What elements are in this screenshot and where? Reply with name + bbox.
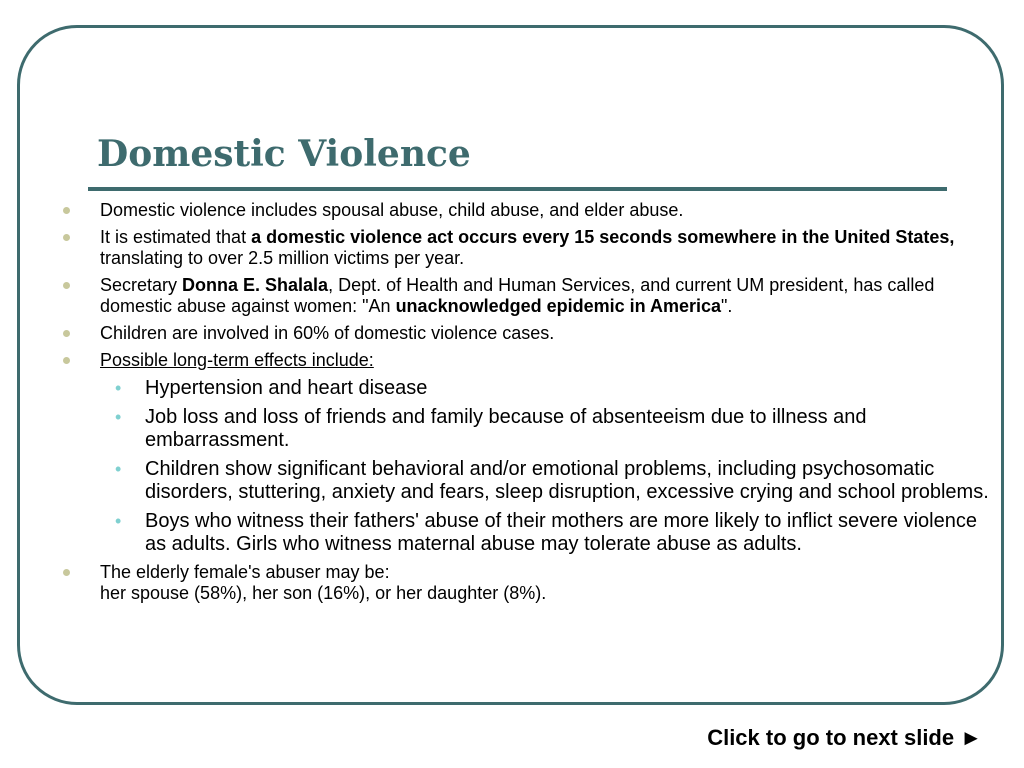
sub-bullet-dot-icon: •: [115, 407, 122, 427]
sub-bullet-text: Job loss and loss of friends and family because of absenteeism due to illness and embarrassment.: [145, 406, 867, 451]
bullet-text-part: translating to over 2.5 million victims per year.: [100, 248, 465, 268]
sub-bullet-dot-icon: •: [115, 459, 122, 479]
bullet-text-bold: a domestic violence act occurs every 15 seconds somewhere in the United States,: [251, 227, 955, 247]
bullet-item: [60, 562, 990, 604]
bullet-item: [60, 323, 990, 344]
bullet-item: [60, 350, 990, 371]
bullet-text: Domestic violence includes spousal abuse, child abuse, and elder abuse.: [100, 200, 684, 220]
slide-title: Domestic Violence: [97, 133, 471, 175]
bullet-text-part: It is estimated that: [100, 227, 252, 247]
bullet-text-part: Secretary: [100, 275, 183, 295]
bullet-text-line: her spouse (58%), her son (16%), or her daughter (8%).: [100, 583, 547, 603]
bullet-text-part: , Dept. of Health and Human Services, and current UM president, has called domestic abuse against women: "An: [100, 275, 935, 316]
next-slide-link[interactable]: Click to go to next slide ►: [707, 725, 982, 750]
bullet-text: Children are involved in 60% of domestic violence cases.: [100, 323, 555, 343]
sub-bullet-text: Boys who witness their fathers' abuse of their mothers are more likely to inflict severe violence as adults. Girls who witness maternal abuse may tolerate abuse as adults.: [145, 510, 977, 555]
bullet-text-bold: unacknowledged epidemic in America: [395, 296, 721, 316]
sub-bullet-item: [60, 377, 990, 400]
bullet-dot-icon: [63, 330, 70, 337]
bullet-text: [100, 227, 990, 269]
bullet-item: [60, 227, 990, 269]
bullet-dot-icon: [63, 282, 70, 289]
bullet-text: Possible long-term effects include:: [100, 350, 374, 370]
sub-bullet-item: [60, 510, 990, 556]
title-divider: [88, 187, 947, 191]
bullet-text: [100, 562, 990, 604]
sub-bullet-dot-icon: •: [115, 511, 122, 531]
bullet-item: [60, 200, 990, 221]
sub-bullet-dot-icon: •: [115, 378, 122, 398]
bullet-dot-icon: [63, 569, 70, 576]
sub-bullet-text: Hypertension and heart disease: [145, 377, 428, 399]
bullet-dot-icon: [63, 207, 70, 214]
bullet-dot-icon: [63, 357, 70, 364]
bullet-item: [60, 275, 990, 317]
sub-bullet-text: Children show significant behavioral and/or emotional problems, including psychosomatic disorders, stuttering, anxiety and fears, sleep disruption, excessive crying and school problems.: [145, 458, 989, 503]
bullet-dot-icon: [63, 234, 70, 241]
sub-bullet-item: [60, 406, 990, 452]
bullet-text-bold: Donna E. Shalala: [182, 275, 329, 295]
bullet-text: [100, 275, 990, 317]
bullet-text-line: The elderly female's abuser may be:: [100, 562, 390, 582]
bullet-list: [60, 200, 990, 610]
sub-bullet-item: [60, 458, 990, 504]
bullet-text-part: ".: [721, 296, 733, 316]
